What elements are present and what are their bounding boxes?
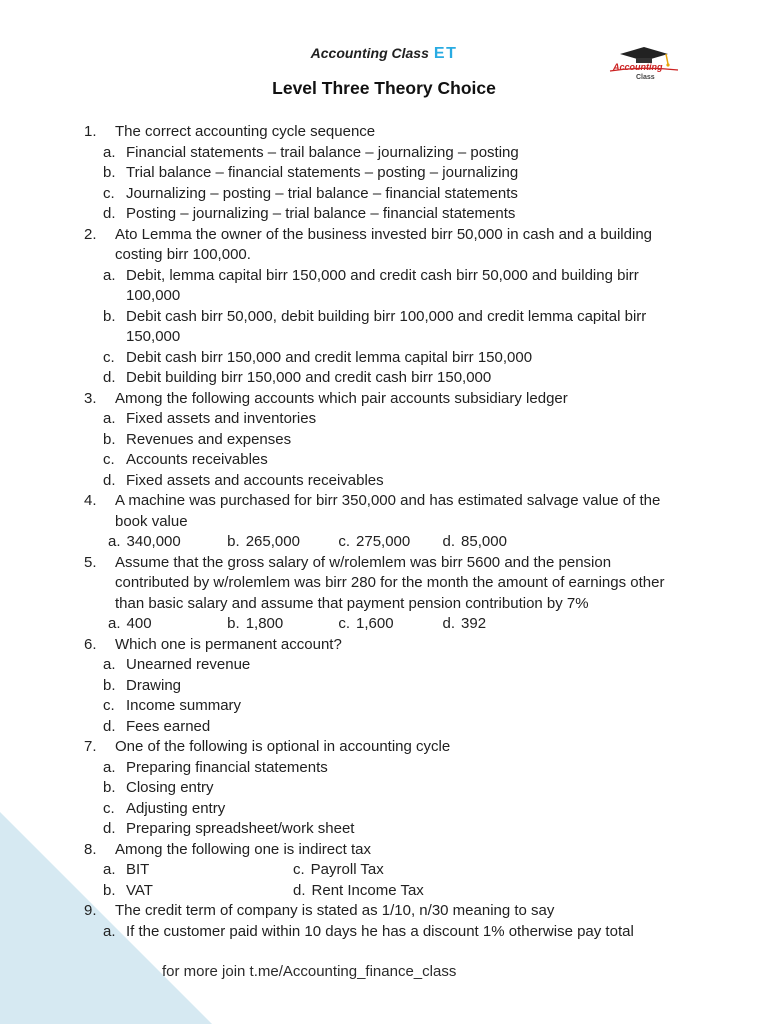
question-text: Assume that the gross salary of w/rolemlem was birr 5600 and the pension contributed by w/rolemlem was birr 280 for the month the amount of earnings other than basic salary and assume that payment pension contribution by 7%: [115, 553, 665, 612]
option-label: a.: [103, 656, 116, 673]
option-list: [84, 532, 672, 553]
option-label: b.: [103, 676, 116, 694]
option-text: 392: [461, 615, 487, 632]
option-text: Revenues and expenses: [126, 430, 292, 448]
option-label: a.: [103, 410, 116, 427]
answer-option: [84, 368, 672, 389]
option-text: Accounts receivables: [126, 451, 268, 468]
option-text: Debit, lemma capital birr 150,000 and credit cash birr 50,000 and building birr 100,000: [126, 266, 639, 304]
option-label: c.: [103, 451, 115, 468]
question: [84, 225, 672, 389]
accounting-class-logo: [606, 46, 682, 82]
option-label: c.: [103, 184, 115, 202]
option-list: [84, 266, 672, 389]
option-list: [84, 758, 672, 840]
answer-option: [84, 778, 672, 799]
option-text: Rent Income Tax: [311, 881, 424, 899]
option-text: Trial balance – financial statements – posting – journalizing: [126, 164, 519, 181]
option-text: Adjusting entry: [126, 799, 226, 817]
answer-option: [84, 430, 672, 451]
answer-option: [84, 696, 672, 717]
answer-option: [108, 532, 223, 553]
answer-option: [293, 881, 424, 902]
option-label: d.: [103, 471, 116, 489]
question-text: Ato Lemma the owner of the business invested birr 50,000 in cash and a building costing birr 100,000.: [115, 225, 652, 263]
option-text: 400: [126, 615, 152, 632]
option-list: [84, 922, 672, 943]
option-text: VAT: [126, 881, 153, 899]
question-text: Among the following accounts which pair accounts subsidiary ledger: [115, 389, 568, 407]
answer-option: [84, 676, 672, 697]
option-label: c.: [338, 615, 351, 632]
option-label: d.: [442, 615, 456, 632]
question-list: [84, 122, 672, 942]
option-text: Fixed assets and inventories: [126, 410, 317, 427]
answer-option: [84, 717, 672, 738]
option-label: b.: [103, 307, 116, 325]
option-label: a.: [108, 615, 121, 632]
option-text: 265,000: [245, 533, 300, 550]
option-label: c.: [103, 799, 115, 817]
answer-option: [84, 471, 672, 492]
question-text: One of the following is optional in accounting cycle: [115, 738, 451, 755]
question-number: 4.: [84, 492, 97, 509]
answer-option: [84, 860, 293, 881]
option-label: a.: [103, 143, 116, 161]
option-list: [84, 655, 672, 737]
answer-option: [84, 307, 672, 348]
question-number: 5.: [84, 553, 97, 571]
option-text: Income summary: [126, 697, 242, 714]
question: [84, 491, 672, 553]
question-number: 6.: [84, 635, 97, 653]
option-text: Preparing spreadsheet/work sheet: [126, 820, 355, 837]
answer-option: [84, 655, 672, 676]
option-label: c.: [103, 697, 115, 714]
question: [84, 840, 672, 902]
option-text: Unearned revenue: [126, 656, 251, 673]
option-label: a.: [103, 266, 116, 284]
question-text: The credit term of company is stated as 1/10, n/30 meaning to say: [115, 902, 555, 919]
option-label: a.: [103, 922, 116, 940]
answer-option: [84, 799, 672, 820]
answer-option: [84, 143, 672, 164]
answer-option: [84, 409, 672, 430]
option-text: Drawing: [126, 676, 182, 694]
answer-option: [338, 614, 438, 635]
question: [84, 553, 672, 635]
graduation-cap-icon: [606, 46, 682, 82]
answer-option: [84, 266, 672, 307]
question-number: 8.: [84, 840, 97, 858]
question-text: Which one is permanent account?: [115, 635, 342, 653]
question: [84, 901, 672, 942]
option-text: Debit cash birr 150,000 and credit lemma capital birr 150,000: [126, 348, 533, 366]
option-label: a.: [103, 758, 116, 776]
class-name-accent: ET: [433, 45, 458, 62]
logo-class-text: Class: [636, 74, 655, 81]
page-footer: [162, 962, 672, 982]
option-label: d.: [442, 533, 456, 550]
answer-option: [227, 532, 334, 553]
option-text: Journalizing – posting – trial balance – financial statements: [126, 184, 518, 202]
question-text: The correct accounting cycle sequence: [115, 123, 376, 140]
page-title: Level Three Theory Choice: [272, 78, 496, 98]
option-text: 85,000: [461, 533, 507, 550]
question-number: 9.: [84, 902, 97, 919]
answer-option: [84, 881, 293, 902]
option-label: d.: [293, 881, 306, 899]
class-name-label: Accounting Class: [310, 45, 429, 61]
option-text: BIT: [126, 861, 150, 878]
option-text: 1,600: [356, 615, 394, 632]
option-text: Financial statements – trail balance – journalizing – posting: [126, 143, 519, 161]
option-label: d.: [103, 717, 116, 735]
option-label: b.: [103, 164, 116, 181]
option-text: 1,800: [245, 615, 284, 632]
option-text: Debit building birr 150,000 and credit cash birr 150,000: [126, 369, 492, 386]
answer-option: [293, 860, 424, 881]
answer-option: [84, 819, 672, 840]
question: [84, 737, 672, 840]
answer-option: [338, 532, 438, 553]
option-text: Closing entry: [126, 779, 214, 796]
option-label: d.: [103, 820, 116, 837]
option-label: c.: [293, 861, 305, 878]
option-list: [84, 143, 672, 225]
option-label: c.: [103, 348, 115, 366]
answer-option: [84, 922, 672, 943]
option-text: Debit cash birr 50,000, debit building birr 100,000 and credit lemma capital birr 150,000: [126, 307, 647, 345]
answer-option: [443, 532, 507, 553]
option-text: 275,000: [356, 533, 411, 550]
option-list: [84, 614, 672, 635]
option-text: If the customer paid within 10 days he has a discount 1% otherwise pay total: [126, 922, 634, 940]
option-text: Payroll Tax: [310, 861, 384, 878]
option-label: b.: [103, 881, 116, 899]
question-text: Among the following one is indirect tax: [115, 840, 371, 858]
question-number: 7.: [84, 738, 97, 755]
option-text: Fixed assets and accounts receivables: [126, 471, 384, 489]
answer-option: [84, 450, 672, 471]
option-label: c.: [338, 533, 351, 550]
option-label: d.: [103, 205, 116, 222]
option-list: [84, 860, 672, 901]
answer-option: [84, 204, 672, 225]
answer-option: [227, 614, 334, 635]
option-text: 340,000: [126, 533, 181, 550]
option-text: Posting – journalizing – trial balance – financial statements: [126, 205, 516, 222]
footer-note: for more join t.me/Accounting_finance_class: [162, 963, 457, 980]
option-text: Fees earned: [126, 717, 211, 735]
answer-option: [84, 184, 672, 205]
logo-script-text: Accounting: [613, 62, 663, 72]
option-label: b.: [103, 430, 116, 448]
question-text: A machine was purchased for birr 350,000 and has estimated salvage value of the book value: [115, 492, 661, 530]
answer-option: [443, 614, 487, 635]
option-label: b.: [227, 615, 240, 632]
question-number: 2.: [84, 225, 97, 243]
answer-option: [108, 614, 223, 635]
option-text: Preparing financial statements: [126, 758, 328, 776]
answer-option: [84, 163, 672, 184]
question: [84, 635, 672, 738]
option-label: a.: [103, 861, 116, 878]
answer-option: [84, 348, 672, 369]
option-label: b.: [103, 779, 116, 796]
question-number: 1.: [84, 123, 97, 140]
question: [84, 122, 672, 225]
option-label: a.: [108, 533, 121, 550]
option-label: d.: [103, 369, 116, 386]
option-list: [84, 409, 672, 491]
answer-option: [84, 758, 672, 779]
option-label: b.: [227, 533, 240, 550]
question: [84, 389, 672, 492]
question-number: 3.: [84, 389, 97, 407]
